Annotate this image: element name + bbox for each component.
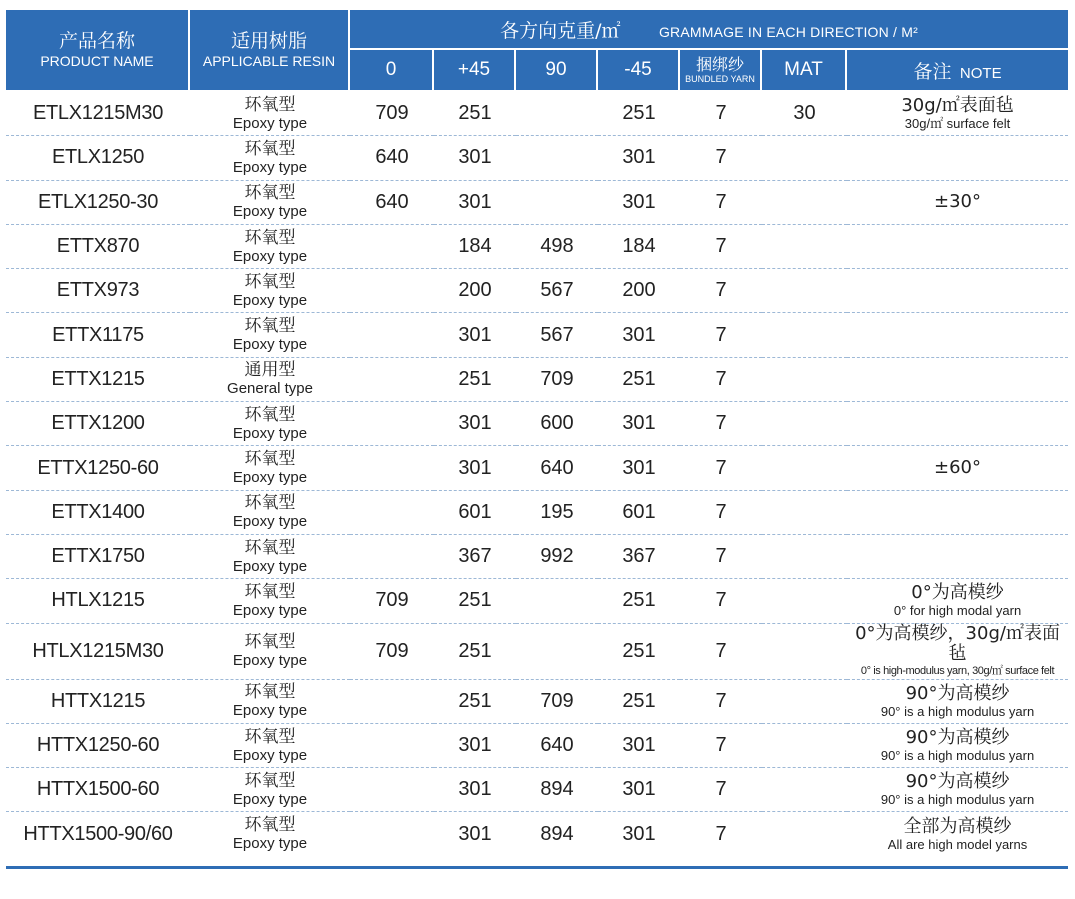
cell-resin <box>190 136 350 180</box>
cell-note <box>847 491 1068 535</box>
cell-grammage-minus45: 251 <box>598 680 680 724</box>
cell-product-name: ETTX1215 <box>6 358 190 402</box>
cell-grammage-0 <box>350 812 434 855</box>
cell-bundled-yarn: 7 <box>680 491 762 535</box>
cell-bundled-yarn: 7 <box>680 724 762 768</box>
cell-resin <box>190 181 350 225</box>
cell-resin-en: Epoxy type <box>232 114 308 132</box>
cell-grammage-90: 567 <box>516 313 598 357</box>
cell-mat: 30 <box>762 92 847 136</box>
cell-product-name: HTTX1215 <box>6 680 190 724</box>
cell-note <box>847 446 1068 490</box>
cell-product-name: ETTX1400 <box>6 491 190 535</box>
cell-resin-en: Epoxy type <box>232 469 308 487</box>
cell-grammage-90 <box>516 181 598 225</box>
cell-note <box>847 579 1068 623</box>
table-row <box>6 402 1068 446</box>
cell-resin-cn: 环氧型 <box>244 493 296 514</box>
header-col-note <box>847 50 1068 92</box>
cell-grammage-minus45: 301 <box>598 313 680 357</box>
cell-resin-cn: 环氧型 <box>244 404 296 425</box>
cell-resin <box>190 579 350 623</box>
table-row <box>6 680 1068 724</box>
cell-resin-en: Epoxy type <box>232 601 308 619</box>
cell-note <box>847 92 1068 136</box>
cell-note <box>847 768 1068 812</box>
cell-grammage-90: 567 <box>516 269 598 313</box>
cell-grammage-plus45: 301 <box>434 181 516 225</box>
cell-note <box>847 624 1068 680</box>
cell-grammage-plus45: 184 <box>434 225 516 269</box>
cell-resin-cn: 环氧型 <box>244 94 296 115</box>
cell-product-name: HTLX1215M30 <box>6 624 190 680</box>
cell-resin-en: Epoxy type <box>232 247 308 265</box>
cell-resin <box>190 768 350 812</box>
cell-grammage-90 <box>516 92 598 136</box>
cell-resin-en: Epoxy type <box>232 513 308 531</box>
cell-grammage-0 <box>350 724 434 768</box>
cell-grammage-0 <box>350 768 434 812</box>
cell-grammage-0 <box>350 535 434 579</box>
cell-grammage-90: 640 <box>516 446 598 490</box>
cell-grammage-minus45: 301 <box>598 446 680 490</box>
cell-note <box>847 136 1068 180</box>
cell-bundled-yarn: 7 <box>680 680 762 724</box>
cell-note <box>847 402 1068 446</box>
cell-grammage-90: 498 <box>516 225 598 269</box>
cell-note-cn: ±60° <box>934 457 982 479</box>
cell-grammage-0: 640 <box>350 136 434 180</box>
cell-grammage-plus45: 301 <box>434 313 516 357</box>
header-applicable-resin <box>190 10 350 92</box>
cell-mat <box>762 624 847 680</box>
cell-resin <box>190 358 350 402</box>
cell-mat <box>762 680 847 724</box>
table-row <box>6 269 1068 313</box>
cell-resin-en: Epoxy type <box>232 424 308 442</box>
cell-resin <box>190 624 350 680</box>
cell-resin <box>190 724 350 768</box>
cell-resin-cn: 环氧型 <box>244 770 296 791</box>
table-row <box>6 535 1068 579</box>
cell-grammage-minus45: 251 <box>598 624 680 680</box>
cell-resin-en: Epoxy type <box>232 336 308 354</box>
cell-product-name: HTTX1500-90/60 <box>23 822 173 845</box>
header-col-0: 0 <box>350 50 434 92</box>
cell-resin-cn: 环氧型 <box>244 632 296 653</box>
cell-resin-en: Epoxy type <box>232 291 308 309</box>
table-row <box>6 624 1068 680</box>
cell-mat <box>762 768 847 812</box>
cell-resin-en: General type <box>227 380 313 398</box>
cell-product-name: ETLX1250 <box>6 136 190 180</box>
header-grammage-group <box>350 10 1068 50</box>
cell-product-name: ETTX1175 <box>6 313 190 357</box>
cell-mat <box>762 724 847 768</box>
cell-grammage-plus45: 301 <box>434 724 516 768</box>
cell-grammage-90: 195 <box>516 491 598 535</box>
cell-product-name: HTTX1500-60 <box>6 768 190 812</box>
cell-grammage-plus45: 251 <box>434 358 516 402</box>
cell-note <box>847 724 1068 768</box>
cell-grammage-minus45: 301 <box>598 136 680 180</box>
cell-grammage-plus45: 301 <box>434 768 516 812</box>
cell-resin-en: Epoxy type <box>232 746 308 764</box>
table-row <box>6 225 1068 269</box>
cell-resin <box>190 446 350 490</box>
cell-note-cn: ±30° <box>934 191 982 213</box>
cell-grammage-plus45: 200 <box>434 269 516 313</box>
cell-resin <box>190 269 350 313</box>
cell-grammage-plus45: 367 <box>434 535 516 579</box>
cell-product-name: ETTX870 <box>6 225 190 269</box>
cell-note <box>847 812 1068 855</box>
cell-grammage-0 <box>350 491 434 535</box>
table-row <box>6 181 1068 225</box>
cell-note <box>847 680 1068 724</box>
cell-grammage-minus45: 601 <box>598 491 680 535</box>
cell-resin-cn: 环氧型 <box>244 581 296 602</box>
cell-note-cn: 90°为高模纱 <box>905 727 1010 748</box>
cell-note-cn: 30g/㎡表面毡 <box>901 95 1014 117</box>
cell-grammage-90 <box>516 624 598 680</box>
cell-mat <box>762 446 847 490</box>
cell-bundled-yarn: 7 <box>680 579 762 623</box>
cell-resin-cn: 环氧型 <box>244 316 296 337</box>
cell-grammage-minus45: 251 <box>598 579 680 623</box>
cell-resin <box>190 92 350 136</box>
cell-mat <box>762 269 847 313</box>
table-header <box>6 10 1068 92</box>
cell-grammage-90: 709 <box>516 680 598 724</box>
cell-bundled-yarn: 7 <box>680 446 762 490</box>
header-note-en: NOTE <box>959 64 1002 82</box>
cell-grammage-plus45: 251 <box>434 579 516 623</box>
cell-bundled-yarn: 7 <box>680 402 762 446</box>
cell-bundled-yarn: 7 <box>680 136 762 180</box>
cell-resin-en: Epoxy type <box>232 835 308 853</box>
header-product-cn: 产品名称 <box>58 30 135 52</box>
header-bundled-cn: 捆绑纱 <box>695 54 744 74</box>
cell-bundled-yarn: 7 <box>680 358 762 402</box>
cell-grammage-plus45: 251 <box>434 680 516 724</box>
cell-grammage-minus45: 251 <box>598 358 680 402</box>
header-grammage-cn: 各方向克重/㎡ <box>500 19 621 42</box>
cell-grammage-minus45: 200 <box>598 269 680 313</box>
header-resin-en: APPLICABLE RESIN <box>202 53 336 69</box>
cell-bundled-yarn: 7 <box>680 92 762 136</box>
cell-product-name: ETLX1215M30 <box>6 92 190 136</box>
table-row <box>6 812 1068 855</box>
cell-note <box>847 358 1068 402</box>
cell-grammage-90: 600 <box>516 402 598 446</box>
cell-grammage-0 <box>350 269 434 313</box>
cell-grammage-0: 640 <box>350 181 434 225</box>
cell-grammage-90: 640 <box>516 724 598 768</box>
cell-bundled-yarn: 7 <box>680 313 762 357</box>
cell-resin-en: Epoxy type <box>232 702 308 720</box>
cell-note-en: 0° for high modal yarn <box>893 603 1022 619</box>
cell-note-en: All are high model yarns <box>887 836 1028 852</box>
header-col-bundled-yarn <box>680 50 762 92</box>
cell-bundled-yarn: 7 <box>715 822 727 845</box>
cell-product-name: ETTX1750 <box>6 535 190 579</box>
table-row <box>6 579 1068 623</box>
cell-grammage-minus45: 251 <box>598 92 680 136</box>
cell-grammage-minus45: 184 <box>598 225 680 269</box>
cell-product-name: ETTX1200 <box>6 402 190 446</box>
cell-note-en: 90° is a high modulus yarn <box>880 792 1035 808</box>
cell-note-en: 90° is a high modulus yarn <box>880 703 1035 719</box>
cell-resin <box>190 680 350 724</box>
cell-grammage-minus45: 301 <box>598 768 680 812</box>
cell-resin-cn: 环氧型 <box>244 682 296 703</box>
cell-note-cn: 90°为高模纱 <box>905 771 1010 793</box>
cell-resin-cn: 环氧型 <box>244 271 296 292</box>
cell-mat <box>762 402 847 446</box>
cell-bundled-yarn: 7 <box>680 535 762 579</box>
header-col-plus45: +45 <box>434 50 516 92</box>
cell-note <box>847 535 1068 579</box>
cell-bundled-yarn: 7 <box>680 225 762 269</box>
cell-bundled-yarn: 7 <box>680 768 762 812</box>
header-resin-cn: 适用树脂 <box>230 30 307 52</box>
cell-resin-en: Epoxy type <box>232 158 308 176</box>
cell-note-cn: 全部为高模纱 <box>903 815 1012 837</box>
cell-mat <box>762 313 847 357</box>
cell-grammage-plus45: 251 <box>434 92 516 136</box>
cell-mat <box>762 136 847 180</box>
cell-grammage-0: 709 <box>350 579 434 623</box>
cell-resin-en: Epoxy type <box>232 203 308 221</box>
cell-grammage-0: 709 <box>350 624 434 680</box>
table-row <box>6 136 1068 180</box>
cell-note-en: 0° is high-modulus yarn, 30g/㎡ surface felt <box>860 664 1055 677</box>
cell-grammage-plus45: 301 <box>434 136 516 180</box>
cell-resin <box>190 812 350 855</box>
cell-grammage-0 <box>350 358 434 402</box>
product-spec-table <box>6 10 1068 856</box>
header-product-en: PRODUCT NAME <box>40 53 154 69</box>
cell-grammage-minus45: 301 <box>598 402 680 446</box>
cell-grammage-0: 709 <box>350 92 434 136</box>
cell-resin-cn: 环氧型 <box>244 138 296 159</box>
cell-grammage-90: 992 <box>516 535 598 579</box>
header-grammage-en: GRAMMAGE IN EACH DIRECTION / M² <box>658 23 918 40</box>
cell-grammage-0 <box>350 313 434 357</box>
header-note-cn: 备注 <box>913 60 952 83</box>
cell-resin <box>190 535 350 579</box>
cell-grammage-90: 894 <box>540 822 574 845</box>
cell-mat <box>762 358 847 402</box>
cell-grammage-0 <box>350 402 434 446</box>
cell-product-name: ETLX1250-30 <box>6 181 190 225</box>
product-spec-table-container <box>6 10 1068 856</box>
cell-resin-en: Epoxy type <box>232 652 308 670</box>
cell-mat <box>762 491 847 535</box>
cell-note-cn: 90°为高模纱 <box>905 682 1010 704</box>
cell-grammage-plus45: 251 <box>434 624 516 680</box>
cell-resin <box>190 313 350 357</box>
cell-resin-cn: 环氧型 <box>244 726 296 747</box>
cell-product-name: ETTX1250-60 <box>6 446 190 490</box>
cell-resin-cn: 环氧型 <box>244 815 296 836</box>
cell-grammage-0 <box>350 680 434 724</box>
header-product-name <box>6 10 190 92</box>
cell-grammage-90: 709 <box>516 358 598 402</box>
header-col-90: 90 <box>516 50 598 92</box>
cell-grammage-plus45: 601 <box>434 491 516 535</box>
cell-resin-cn: 环氧型 <box>244 537 296 558</box>
cell-grammage-plus45: 301 <box>434 446 516 490</box>
cell-grammage-minus45: 301 <box>598 724 680 768</box>
cell-note-cn: 0°为高模纱 <box>911 582 1004 604</box>
table-row <box>6 768 1068 812</box>
cell-note-en: 30g/㎡ surface felt <box>904 116 1011 132</box>
cell-grammage-plus45: 301 <box>458 822 492 845</box>
cell-product-name: ETTX973 <box>6 269 190 313</box>
cell-note <box>847 225 1068 269</box>
header-col-mat: MAT <box>762 50 847 92</box>
cell-resin <box>190 491 350 535</box>
cell-resin-en: Epoxy type <box>232 790 308 808</box>
table-bottom-rule <box>6 866 1068 869</box>
cell-resin-cn: 环氧型 <box>244 449 296 470</box>
table-row <box>6 313 1068 357</box>
cell-note-cn: 0°为高模纱，30g/㎡表面毡 <box>855 622 1060 664</box>
table-row <box>6 92 1068 136</box>
cell-resin-cn: 环氧型 <box>244 183 296 204</box>
table-row <box>6 724 1068 768</box>
cell-mat <box>762 579 847 623</box>
cell-mat <box>762 812 847 855</box>
cell-grammage-0 <box>350 446 434 490</box>
cell-grammage-minus45: 301 <box>622 822 656 845</box>
cell-grammage-90 <box>516 579 598 623</box>
cell-bundled-yarn: 7 <box>680 269 762 313</box>
cell-bundled-yarn: 7 <box>680 624 762 680</box>
cell-note <box>847 313 1068 357</box>
cell-mat <box>762 225 847 269</box>
cell-note-en: 90° is a high modulus yarn <box>880 748 1035 763</box>
cell-bundled-yarn: 7 <box>680 181 762 225</box>
cell-mat <box>762 181 847 225</box>
cell-resin-cn: 通用型 <box>244 360 296 381</box>
header-bundled-en: BUNDLED YARN <box>685 73 755 84</box>
cell-product-name: HTLX1215 <box>6 579 190 623</box>
cell-grammage-plus45: 301 <box>434 402 516 446</box>
table-row <box>6 491 1068 535</box>
cell-resin-cn: 环氧型 <box>244 227 296 248</box>
table-row <box>6 358 1068 402</box>
cell-mat <box>762 535 847 579</box>
table-body <box>6 92 1068 856</box>
cell-resin <box>190 402 350 446</box>
cell-product-name: HTTX1250-60 <box>6 724 190 768</box>
cell-note <box>847 181 1068 225</box>
table-row <box>6 446 1068 490</box>
cell-grammage-0 <box>350 225 434 269</box>
cell-resin <box>190 225 350 269</box>
cell-grammage-90 <box>516 136 598 180</box>
cell-resin-en: Epoxy type <box>232 557 308 575</box>
cell-grammage-minus45: 301 <box>598 181 680 225</box>
cell-grammage-90: 894 <box>516 768 598 812</box>
cell-note <box>847 269 1068 313</box>
header-col-minus45: -45 <box>598 50 680 92</box>
cell-grammage-minus45: 367 <box>598 535 680 579</box>
